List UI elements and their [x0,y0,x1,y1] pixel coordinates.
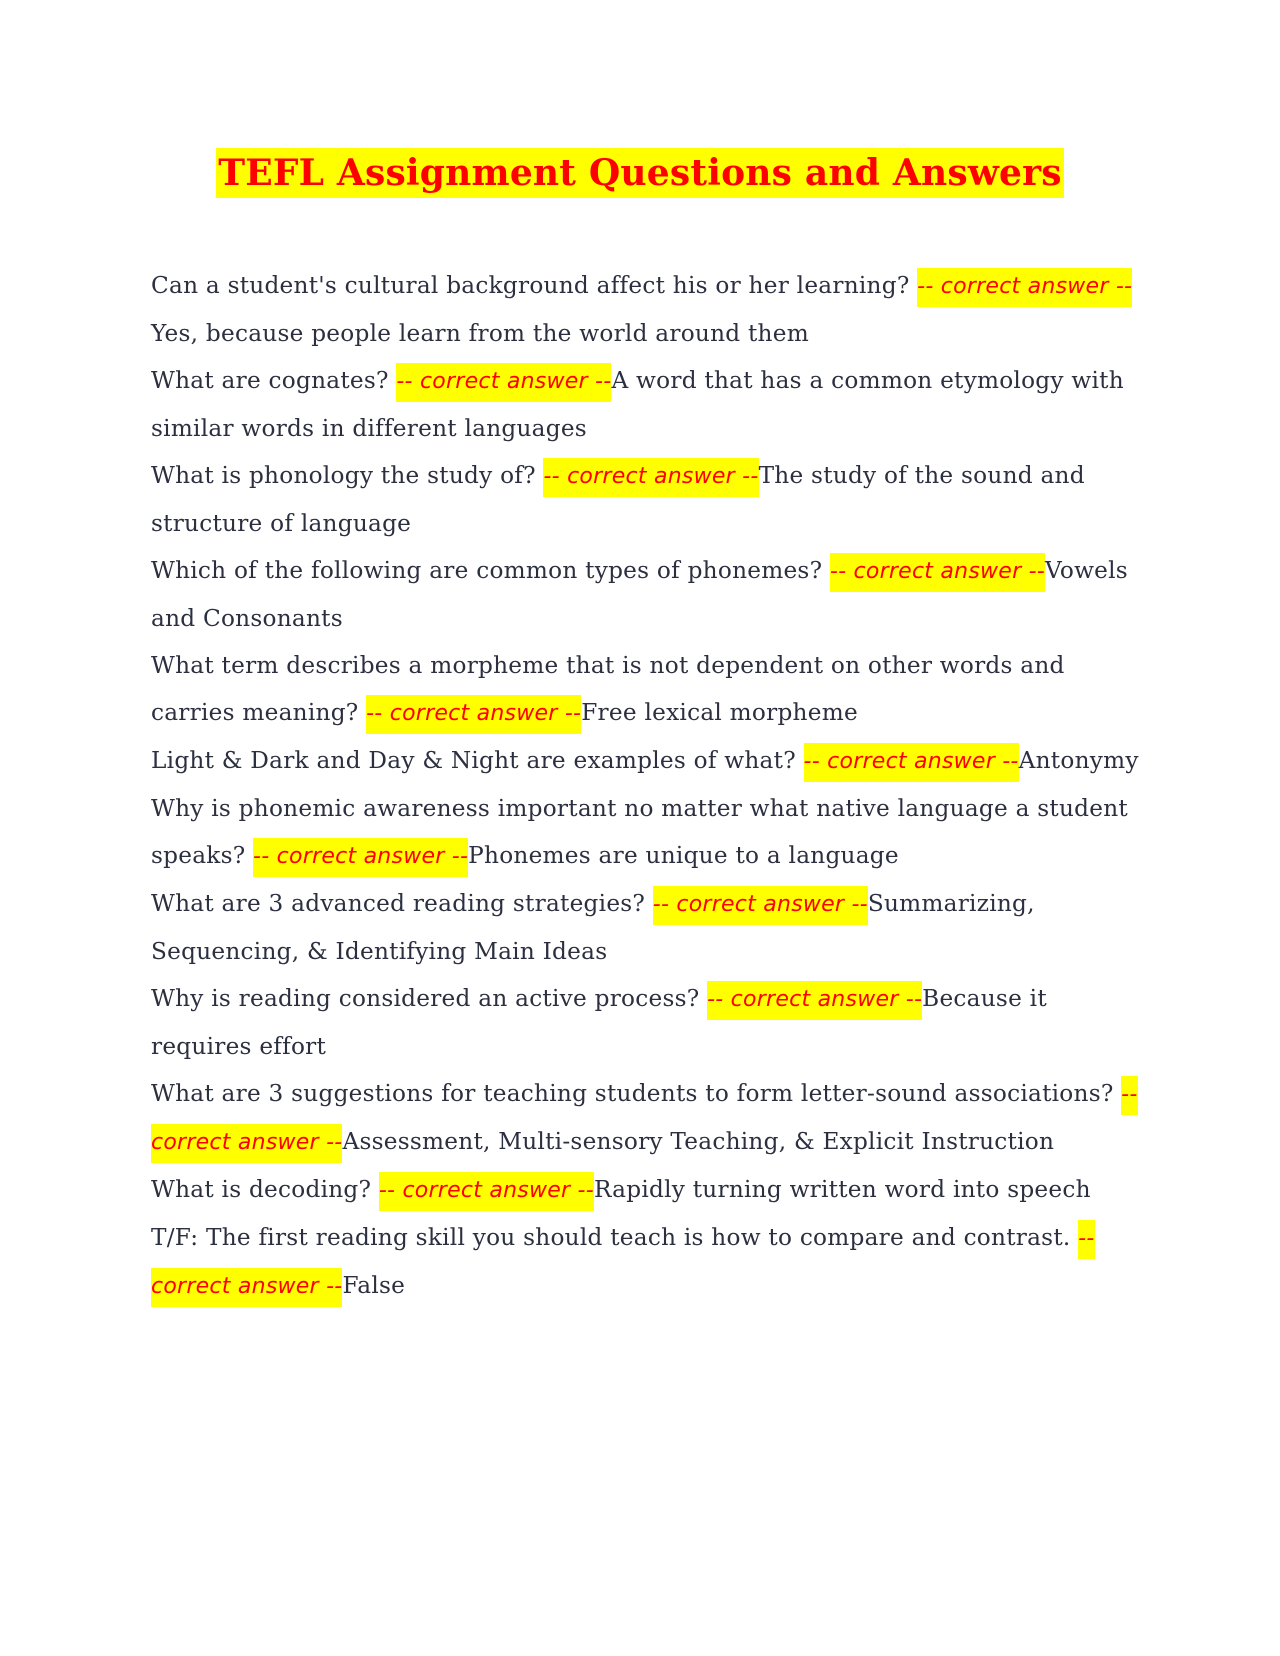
qa-item [151,1214,1141,1310]
answer-text: Yes, because people learn from the world around them [151,320,809,347]
title-container [0,148,1280,198]
qa-item [151,1070,1141,1166]
document-title: TEFL Assignment Questions and Answers [216,148,1064,198]
qa-item [151,737,1141,785]
qa-item [151,452,1141,547]
answer-marker: -- correct answer -- [653,886,868,925]
answer-text: The study of the sound and structure of language [151,462,1085,537]
question-text: What are cognates? [151,367,397,394]
question-text: What term describes a morpheme that is not dependent on other words and carries meaning? [151,652,1065,726]
answer-marker: -- correct answer -- [379,1172,594,1211]
qa-item [151,1166,1141,1214]
question-text: Can a student's cultural background affect his or her learning? [151,272,918,299]
qa-item [151,547,1141,642]
answer-text: Rapidly turning written word into speech [593,1176,1091,1203]
question-text: Which of the following are common types of phonemes? [151,557,830,584]
qa-item [151,642,1141,737]
question-text: Why is reading considered an active process? [151,985,708,1012]
answer-marker: -- correct answer -- [151,1076,1138,1163]
answer-text: Summarizing, Sequencing, & Identifying Main Ideas [151,890,1035,965]
answer-marker: -- correct answer -- [917,268,1132,307]
answer-text: Antonymy [1018,747,1139,774]
answer-text: Free lexical morpheme [581,699,858,726]
answer-text: Phonemes are unique to a language [468,842,899,869]
qa-list [151,262,1141,1310]
answer-marker: -- correct answer -- [830,553,1045,592]
question-text: What is phonology the study of? [151,462,544,489]
qa-item [151,357,1141,452]
answer-marker: -- correct answer -- [804,743,1019,782]
qa-item [151,262,1141,357]
qa-item [151,785,1141,880]
question-text: What is decoding? [151,1176,379,1203]
question-text: What are 3 advanced reading strategies? [151,890,653,917]
qa-item [151,975,1141,1070]
answer-marker: -- correct answer -- [253,838,468,877]
answer-marker: -- correct answer -- [543,458,758,497]
answer-text: A word that has a common etymology with similar words in different languages [151,367,1124,442]
answer-marker: -- correct answer -- [151,1220,1095,1307]
answer-text: Vowels and Consonants [151,557,1128,632]
question-text: What are 3 suggestions for teaching students to form letter-sound associations? [151,1080,1122,1107]
answer-marker: -- correct answer -- [396,363,611,402]
answer-marker: -- correct answer -- [707,981,922,1020]
answer-text: Assessment, Multi-sensory Teaching, & Explicit Instruction [342,1128,1055,1155]
answer-marker: -- correct answer -- [366,695,581,734]
answer-text: Because it requires effort [151,985,1047,1060]
question-text: Light & Dark and Day & Night are examples of what? [151,747,804,774]
qa-item [151,880,1141,975]
question-text: T/F: The first reading skill you should teach is how to compare and contrast. [151,1224,1079,1251]
question-text: Why is phonemic awareness important no matter what native language a student speaks? [151,795,1129,869]
answer-text: False [342,1272,406,1299]
